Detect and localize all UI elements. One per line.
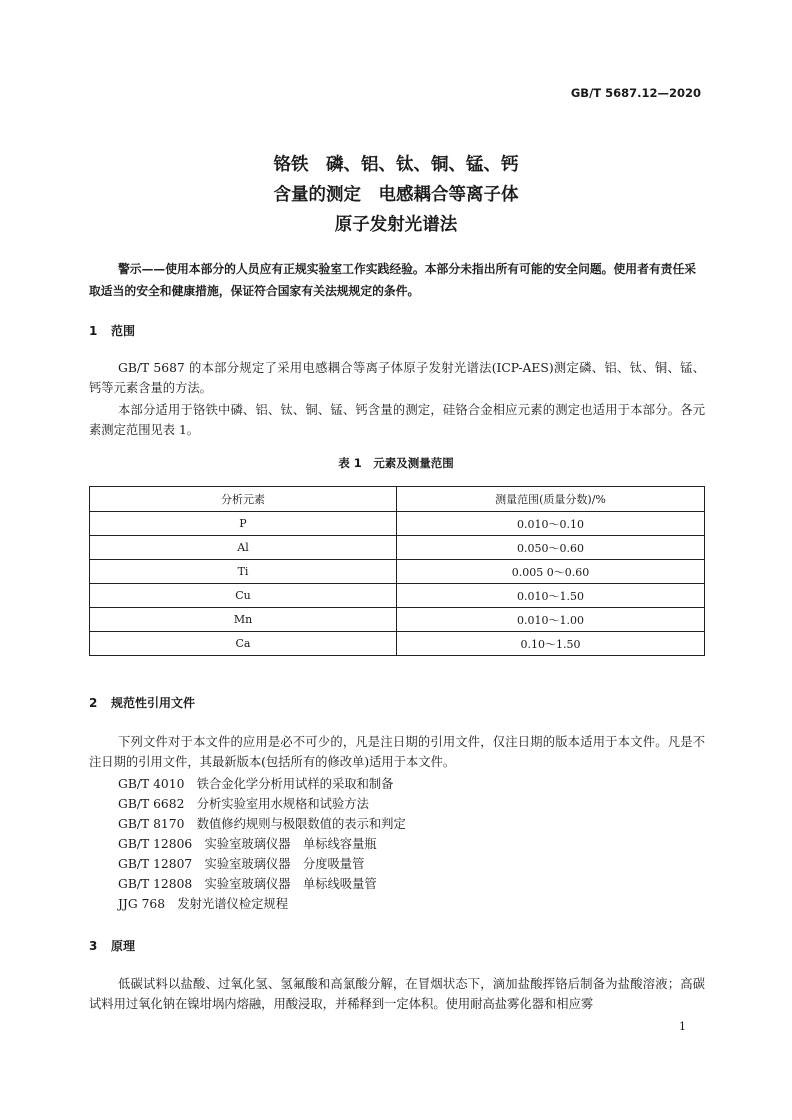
section-number: 3: [89, 939, 98, 953]
section-2-intro: 下列文件对于本文件的应用是必不可少的，凡是注日期的引用文件，仅注日期的版本适用于本文件。凡是不注日期的引用文件，其最新版本(包括所有的修改单)适用于本文件。: [89, 735, 705, 769]
range-cell: 0.005 0～0.60: [397, 560, 705, 584]
reference-item: GB/T 6682 分析实验室用水规格和试验方法: [118, 797, 369, 811]
element-cell: Al: [90, 536, 397, 560]
column-header: 分析元素: [90, 487, 397, 512]
reference-item: GB/T 12806 实验室玻璃仪器 单标线容量瓶: [118, 837, 377, 851]
section-title: 规范性引用文件: [111, 696, 196, 710]
section-title: 范围: [111, 324, 136, 338]
range-cell: 0.050～0.60: [397, 536, 705, 560]
section-1-paragraph-1: GB/T 5687 的本部分规定了采用电感耦合等离子体原子发射光谱法(ICP-AES)测定磷、铝、钛、铜、锰、钙等元素含量的方法。: [89, 361, 705, 395]
table-header-row: [90, 487, 705, 512]
table-row: [90, 512, 705, 536]
column-header: 测量范围(质量分数)/%: [397, 487, 705, 512]
section-title: 原理: [111, 939, 136, 953]
reference-item: GB/T 12808 实验室玻璃仪器 单标线吸量管: [118, 877, 377, 891]
range-cell: 0.010～1.00: [397, 608, 705, 632]
title-line-1: 铬铁 磷、铝、钛、铜、锰、钙: [273, 155, 519, 175]
section-number: 1: [89, 324, 98, 338]
range-cell: 0.010～1.50: [397, 584, 705, 608]
section-1-paragraph-2: 本部分适用于铬铁中磷、铝、钛、铜、锰、钙含量的测定，硅铬合金相应元素的测定也适用于本部分。各元素测定范围见表 1。: [89, 403, 705, 437]
table-row: [90, 560, 705, 584]
section-3-paragraph-1: 低碳试料以盐酸、过氧化氢、氢氟酸和高氯酸分解，在冒烟状态下，滴加盐酸挥铬后制备为盐酸溶液；高碳试料用过氧化钠在镍坩埚内熔融，用酸浸取，并稀释到一定体积。使用耐高盐雾化器和相应雾: [89, 977, 705, 1011]
table-row: [90, 632, 705, 656]
reference-item: GB/T 12807 实验室玻璃仪器 分度吸量管: [118, 857, 365, 871]
standard-number: GB/T 5687.12—2020: [570, 86, 701, 100]
element-cell: Ti: [90, 560, 397, 584]
element-cell: Ca: [90, 632, 397, 656]
element-cell: Cu: [90, 584, 397, 608]
range-cell: 0.010～0.10: [397, 512, 705, 536]
reference-item: GB/T 8170 数值修约规则与极限数值的表示和判定: [118, 817, 406, 831]
page-number: 1: [679, 1020, 686, 1033]
document-title: [0, 150, 792, 240]
section-number: 2: [89, 696, 98, 710]
element-cell: Mn: [90, 608, 397, 632]
table-row: [90, 584, 705, 608]
table-caption: 表 1 元素及测量范围: [338, 456, 454, 470]
table-row: [90, 608, 705, 632]
range-cell: 0.10～1.50: [397, 632, 705, 656]
section-2-heading: [89, 694, 195, 711]
element-cell: P: [90, 512, 397, 536]
section-3-heading: [89, 937, 135, 954]
safety-warning: 警示——使用本部分的人员应有正规实验室工作实践经验。本部分未指出所有可能的安全问题。使用者有责任采取适当的安全和健康措施，保证符合国家有关法规规定的条件。: [89, 262, 697, 298]
reference-item: GB/T 4010 铁合金化学分析用试样的采取和制备: [118, 777, 394, 791]
table-row: [90, 536, 705, 560]
reference-item: JJG 768 发射光谱仪检定规程: [118, 897, 289, 911]
elements-table: [89, 486, 705, 656]
section-1-heading: [89, 322, 135, 339]
title-line-2: 含量的测定 电感耦合等离子体: [273, 185, 519, 205]
title-line-3: 原子发射光谱法: [334, 215, 458, 235]
normative-references-list: [118, 774, 406, 914]
